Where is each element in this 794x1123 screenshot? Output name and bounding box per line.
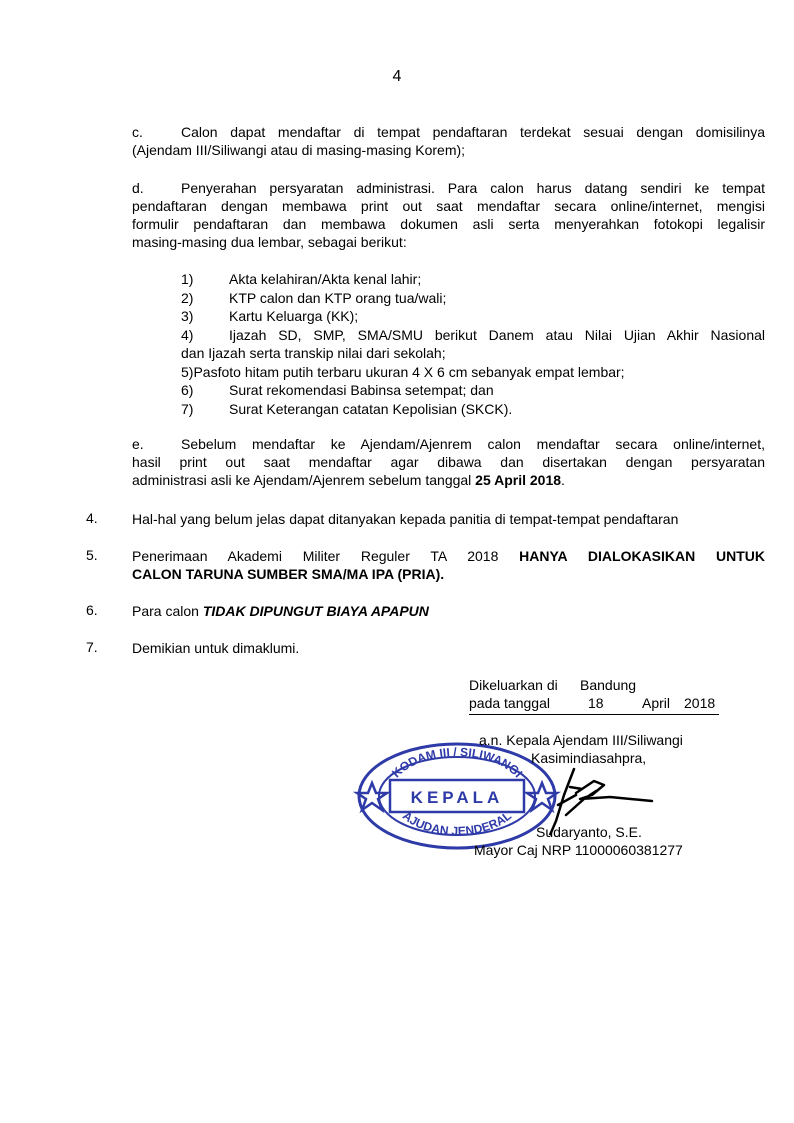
item-c-line1: Calon dapat mendaftar di tempat pendaftaran terdekat sesuai dengan domisilinya [181, 124, 765, 140]
item-4-number: 4. [86, 510, 98, 526]
signature-on-behalf: a.n. Kepala Ajendam III/Siliwangi [479, 732, 683, 748]
requirements-list [181, 270, 765, 418]
list-item-continuation: dan Ijazah serta transkip nilai dari sekolah; [181, 345, 446, 361]
item-d-letter: d. [132, 180, 144, 196]
page-number: 4 [392, 68, 402, 85]
item-d-line1: Penyerahan persyaratan administrasi. Para calon harus datang sendiri ke tempat [181, 180, 765, 196]
item-6-number: 6. [86, 602, 98, 618]
list-item: 2) KTP calon dan KTP orang tua/wali; [181, 289, 447, 306]
list-item: 3) Kartu Keluarga (KK); [181, 308, 359, 324]
item-d-line3: formulir pendaftaran dan membawa dokumen asli serta menyerahkan fotokopi legalisir [132, 216, 765, 232]
item-e-letter: e. [132, 436, 144, 452]
item-e-line1: Sebelum mendaftar ke Ajendam/Ajenrem calon mendaftar secara online/internet, [181, 436, 765, 452]
signatory-rank-nrp: Mayor Caj NRP 11000060381277 [474, 842, 683, 858]
issued-date-label: pada tanggal [469, 695, 550, 711]
signature-office: Kasimindiasahpra, [531, 750, 647, 766]
list-item: 7) Surat Keterangan catatan Kepolisian (SKCK). [181, 400, 513, 417]
item-5-number: 5. [86, 547, 98, 563]
allocation-note-line1: HANYA DIALOKASIKAN UNTUK [519, 548, 765, 564]
stamp-center-text: KEPALA [410, 788, 504, 807]
item-e [132, 435, 765, 489]
list-item: 5)Pasfoto hitam putih terbaru ukuran 4 X 6 cm sebanyak empat lembar; [181, 363, 625, 380]
item-4-text: Hal-hal yang belum jelas dapat ditanyakan kepada panitia di tempat-tempat pendaftaran [132, 511, 679, 527]
no-fee-note: TIDAK DIPUNGUT BIAYA APAPUN [202, 603, 429, 619]
allocation-note-line2: CALON TARUNA SUMBER SMA/MA IPA (PRIA). [132, 566, 445, 582]
item-6-text: Para calon TIDAK DIPUNGUT BIAYA APAPUN [132, 603, 429, 619]
item-c-letter: c. [132, 124, 143, 140]
issued-day: 18 [588, 695, 604, 711]
item-d-line2: pendaftaran dengan membawa print out saat mendaftar secara online/internet, mengisi [132, 198, 765, 214]
list-item: 1) Akta kelahiran/Akta kenal lahir; [181, 271, 422, 287]
issued-place-value: Bandung [580, 677, 637, 693]
list-item: 6) Surat rekomendasi Babinsa setempat; dan [181, 382, 494, 398]
item-7-number: 7. [86, 639, 98, 655]
item-e-line2: hasil print out saat mendaftar agar dibawa dan disertakan dengan persyaratan [132, 454, 765, 470]
item-d-line4: masing-masing dua lembar, sebagai berikut: [132, 234, 407, 250]
issued-year: 2018 [684, 695, 716, 711]
item-c [132, 123, 765, 159]
issued-place-label: Dikeluarkan di [469, 677, 558, 693]
item-7-text: Demikian untuk dimaklumi. [132, 640, 300, 656]
stamp-bottom-text: AJUDAN JENDERAL [399, 808, 515, 839]
issued-month: April [642, 695, 671, 711]
item-d [132, 179, 765, 251]
stamp-top-text: KODAM III / SILIWANGI [389, 744, 526, 781]
item-e-line3: administrasi asli ke Ajendam/Ajenrem sebelum tanggal 25 April 2018. [132, 472, 565, 488]
list-item: 4) Ijazah SD, SMP, SMA/SMU berikut Danem atau Nilai Ujian Akhir Nasional [181, 326, 765, 343]
item-c-line2: (Ajendam III/Siliwangi atau di masing-masing Korem); [132, 142, 466, 158]
item-5-text: Penerimaan Akademi Militer Reguler TA 2018 HANYA DIALOKASIKAN UNTUK CALON TARUNA SUMBER SMA/MA IPA (PRIA). [132, 548, 765, 582]
issued-underline [469, 714, 719, 715]
deadline-date: 25 April 2018 [475, 472, 562, 488]
signatory-name: Sudaryanto, S.E. [536, 824, 642, 840]
